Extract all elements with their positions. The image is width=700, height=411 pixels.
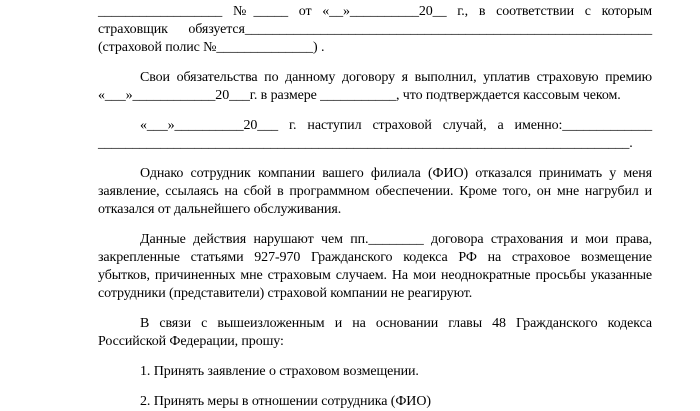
document-page xyxy=(98,0,652,411)
text-line: В связи с вышеизложенным и на основании главы 48 Гражданского кодекса xyxy=(140,316,652,331)
paragraph-employee-refusal xyxy=(98,165,652,219)
text-line: «___»__________20___ г. наступил страховой случай, а именно:_____________ xyxy=(140,118,652,133)
list-item-request-2 xyxy=(98,393,652,411)
text-line: сотрудники (представители) страховой компании не реагируют. xyxy=(98,286,473,301)
paragraph-insured-event xyxy=(98,117,652,153)
paragraph-premium-paid xyxy=(98,69,652,105)
text-line: (страховой полис №______________) . xyxy=(98,40,325,55)
text-line: убытков, причиненных мне страховым случаем. На мои неоднократные просьбы указанные xyxy=(98,268,652,283)
text-line: _____________________________________________________________________________. xyxy=(98,136,633,151)
text-line: __________________ №_____ от «__»__________20__ г., в соответствии с которым xyxy=(98,4,652,19)
paragraph-request-intro xyxy=(98,315,652,351)
text-line: Однако сотрудник компании вашего филиала (ФИО) отказался принимать у меня xyxy=(140,166,652,181)
text-line: Данные действия нарушают чем пп.________ договора страхования и мои права, xyxy=(140,232,652,247)
text-line: 1. Принять заявление о страховом возмещении. xyxy=(140,364,419,379)
paragraph-violated-rights xyxy=(98,231,652,303)
text-line: Свои обязательства по данному договору я выполнил, уплатив страховую премию xyxy=(140,70,652,85)
text-line: 2. Принять меры в отношении сотрудника (ФИО) xyxy=(140,394,431,409)
paragraph-contract-reference xyxy=(98,3,652,57)
text-line: «___»____________20___г. в размере ___________, что подтверждается кассовым чеком. xyxy=(98,88,621,103)
text-line: закрепленные статьями 927-970 Гражданского кодекса РФ на страховое возмещение xyxy=(98,250,652,265)
text-line: отказался от дальнейшего обслуживания. xyxy=(98,202,342,217)
text-line: Российской Федерации, прошу: xyxy=(98,334,284,349)
text-line: заявление, ссылаясь на сбой в программном обеспечении. Кроме того, он мне нагрубил и xyxy=(98,184,652,199)
text-line: страховщик обязуется___________________________________________________________ xyxy=(98,22,652,37)
list-item-request-1 xyxy=(98,363,652,381)
